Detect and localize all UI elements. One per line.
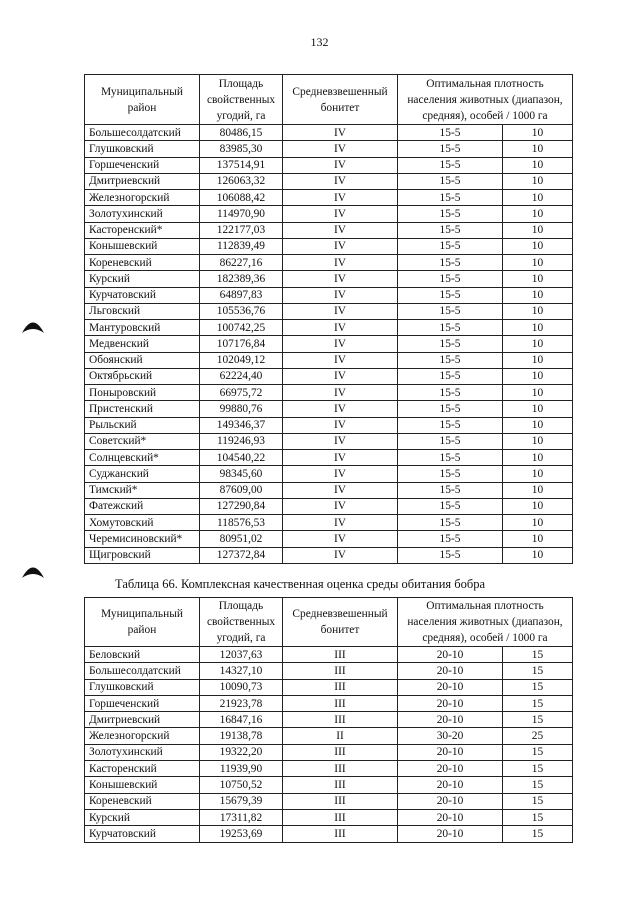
cell-density-average: 15 [503,761,573,777]
cell-density-range: 15-5 [398,271,503,287]
cell-density-range: 20-10 [398,761,503,777]
habitat-table-1 [84,74,573,564]
table-row [85,125,573,141]
table-row [85,531,573,547]
cell-area: 64897,83 [200,287,283,303]
cell-district: Глушковский [85,141,200,157]
cell-district: Курчатовский [85,287,200,303]
cell-density-average: 10 [503,206,573,222]
cell-density-average: 10 [503,547,573,563]
table-caption: Таблица 66. Комплексная качественная оценка среды обитания бобра [115,577,486,591]
cell-bonitet: IV [283,498,398,514]
table-row [85,238,573,254]
cell-density-average: 10 [503,466,573,482]
cell-district: Щигровский [85,547,200,563]
cell-bonitet: IV [283,190,398,206]
table-row [85,482,573,498]
cell-density-average: 10 [503,368,573,384]
cell-district: Льговский [85,303,200,319]
cell-bonitet: IV [283,368,398,384]
cell-density-average: 10 [503,141,573,157]
cell-density-range: 15-5 [398,498,503,514]
table-row [85,777,573,793]
cell-density-average: 15 [503,809,573,825]
cell-area: 102049,12 [200,352,283,368]
cell-district: Солнцевский* [85,450,200,466]
cell-area: 83985,30 [200,141,283,157]
cell-density-average: 10 [503,287,573,303]
cell-bonitet: III [283,761,398,777]
page-number: 132 [310,35,329,49]
cell-density-range: 15-5 [398,368,503,384]
cell-bonitet: III [283,744,398,760]
table-row [85,173,573,189]
cell-district: Конышевский [85,777,200,793]
cell-density-average: 10 [503,498,573,514]
cell-district: Суджанский [85,466,200,482]
cell-bonitet: IV [283,482,398,498]
cell-density-average: 10 [503,320,573,336]
cell-district: Касторенский [85,761,200,777]
cell-density-average: 10 [503,401,573,417]
cell-district: Большесолдатский [85,125,200,141]
cell-bonitet: IV [283,303,398,319]
cell-bonitet: IV [283,141,398,157]
cell-density-average: 10 [503,173,573,189]
header-density: Оптимальная плотность населения животных (диапазон, средняя), особей / 1000 га [398,598,573,647]
cell-area: 87609,00 [200,482,283,498]
cell-density-range: 15-5 [398,417,503,433]
table-body [85,125,573,564]
cell-density-range: 15-5 [398,515,503,531]
cell-area: 86227,16 [200,255,283,271]
cell-density-range: 15-5 [398,238,503,254]
cell-area: 105536,76 [200,303,283,319]
cell-density-average: 10 [503,352,573,368]
table-row [85,352,573,368]
table-row [85,190,573,206]
cell-density-range: 15-5 [398,190,503,206]
cell-density-average: 10 [503,531,573,547]
cell-area: 112839,49 [200,238,283,254]
cell-area: 62224,40 [200,368,283,384]
cell-area: 19138,78 [200,728,283,744]
cell-density-range: 20-10 [398,793,503,809]
cell-area: 16847,16 [200,712,283,728]
cell-bonitet: IV [283,125,398,141]
cell-density-range: 15-5 [398,336,503,352]
cell-density-average: 15 [503,777,573,793]
cell-density-range: 20-10 [398,777,503,793]
cell-area: 15679,39 [200,793,283,809]
cell-density-range: 15-5 [398,157,503,173]
header-area: Площадь свойственных угодий, га [200,598,283,647]
cell-district: Курский [85,809,200,825]
cell-area: 80951,02 [200,531,283,547]
cell-district: Конышевский [85,238,200,254]
cell-bonitet: III [283,679,398,695]
table-row [85,761,573,777]
cell-district: Кореневский [85,793,200,809]
cell-area: 80486,15 [200,125,283,141]
cell-district: Поныровский [85,385,200,401]
cell-district: Мантуровский [85,320,200,336]
table-row [85,417,573,433]
binder-hole-icon [21,318,45,334]
header-area: Площадь свойственных угодий, га [200,75,283,125]
cell-district: Обоянский [85,352,200,368]
cell-district: Пристенский [85,401,200,417]
header-district: Муниципальный район [85,75,200,125]
cell-bonitet: IV [283,433,398,449]
cell-area: 126063,32 [200,173,283,189]
cell-bonitet: III [283,695,398,711]
table-row [85,271,573,287]
cell-density-range: 15-5 [398,173,503,189]
cell-area: 137514,91 [200,157,283,173]
cell-bonitet: II [283,728,398,744]
cell-density-average: 10 [503,125,573,141]
cell-area: 10750,52 [200,777,283,793]
table-row [85,712,573,728]
cell-district: Хомутовский [85,515,200,531]
cell-area: 66975,72 [200,385,283,401]
cell-area: 122177,03 [200,222,283,238]
cell-density-range: 15-5 [398,303,503,319]
table-row [85,141,573,157]
table-row [85,206,573,222]
cell-bonitet: IV [283,401,398,417]
cell-density-range: 15-5 [398,547,503,563]
cell-bonitet: IV [283,173,398,189]
cell-district: Кореневский [85,255,200,271]
cell-density-average: 10 [503,450,573,466]
habitat-table-beaver [84,597,573,843]
cell-density-range: 20-10 [398,679,503,695]
table-row [85,255,573,271]
cell-district: Курский [85,271,200,287]
table-row [85,793,573,809]
table-row [85,515,573,531]
cell-area: 98345,60 [200,466,283,482]
cell-bonitet: III [283,777,398,793]
table-row [85,809,573,825]
cell-district: Глушковский [85,679,200,695]
cell-density-range: 20-10 [398,809,503,825]
cell-district: Железногорский [85,190,200,206]
cell-density-average: 15 [503,744,573,760]
cell-density-range: 15-5 [398,352,503,368]
table-row [85,695,573,711]
cell-density-average: 10 [503,336,573,352]
cell-district: Золотухинский [85,206,200,222]
table-body [85,647,573,843]
cell-density-average: 10 [503,433,573,449]
table-row [85,547,573,563]
cell-density-range: 15-5 [398,287,503,303]
table-row [85,466,573,482]
cell-density-range: 20-10 [398,647,503,663]
table-row [85,450,573,466]
cell-area: 11939,90 [200,761,283,777]
cell-bonitet: III [283,826,398,842]
table-row [85,498,573,514]
cell-density-average: 10 [503,157,573,173]
table-row [85,303,573,319]
table-row [85,287,573,303]
cell-bonitet: IV [283,466,398,482]
cell-density-average: 15 [503,663,573,679]
table-row [85,433,573,449]
cell-density-range: 30-20 [398,728,503,744]
cell-bonitet: IV [283,255,398,271]
cell-area: 127290,84 [200,498,283,514]
cell-bonitet: IV [283,222,398,238]
cell-bonitet: IV [283,385,398,401]
cell-density-range: 20-10 [398,695,503,711]
cell-bonitet: IV [283,336,398,352]
cell-density-average: 10 [503,417,573,433]
cell-density-range: 15-5 [398,320,503,336]
table-row [85,385,573,401]
cell-bonitet: III [283,663,398,679]
cell-density-average: 25 [503,728,573,744]
cell-bonitet: IV [283,320,398,336]
cell-area: 106088,42 [200,190,283,206]
cell-area: 127372,84 [200,547,283,563]
cell-area: 14327,10 [200,663,283,679]
cell-density-range: 15-5 [398,466,503,482]
cell-density-average: 15 [503,712,573,728]
cell-density-average: 10 [503,238,573,254]
cell-density-average: 15 [503,695,573,711]
cell-density-range: 15-5 [398,450,503,466]
cell-district: Горшеченский [85,695,200,711]
cell-density-range: 20-10 [398,826,503,842]
cell-bonitet: IV [283,271,398,287]
cell-bonitet: IV [283,417,398,433]
cell-district: Дмитриевский [85,712,200,728]
table-header-row [85,75,573,125]
cell-area: 119246,93 [200,433,283,449]
cell-density-average: 15 [503,793,573,809]
cell-district: Железногорский [85,728,200,744]
cell-area: 19322,20 [200,744,283,760]
cell-density-range: 15-5 [398,531,503,547]
cell-district: Рыльский [85,417,200,433]
cell-bonitet: IV [283,238,398,254]
table-row [85,320,573,336]
cell-area: 10090,73 [200,679,283,695]
cell-area: 114970,90 [200,206,283,222]
header-density: Оптимальная плотность населения животных (диапазон, средняя), особей / 1000 га [398,75,573,125]
table-row [85,336,573,352]
binder-hole-icon [21,563,45,579]
table-row [85,368,573,384]
cell-density-range: 15-5 [398,222,503,238]
cell-bonitet: IV [283,157,398,173]
table-row [85,647,573,663]
cell-density-average: 10 [503,385,573,401]
cell-bonitet: III [283,712,398,728]
cell-district: Дмитриевский [85,173,200,189]
cell-density-average: 10 [503,190,573,206]
cell-density-range: 15-5 [398,141,503,157]
cell-density-average: 15 [503,679,573,695]
cell-district: Тимский* [85,482,200,498]
cell-density-range: 20-10 [398,663,503,679]
cell-area: 19253,69 [200,826,283,842]
cell-density-average: 15 [503,826,573,842]
cell-bonitet: IV [283,352,398,368]
cell-district: Медвенский [85,336,200,352]
table-row [85,679,573,695]
header-bonitet: Средневзвешенный бонитет [283,75,398,125]
cell-density-average: 10 [503,482,573,498]
cell-area: 118576,53 [200,515,283,531]
cell-bonitet: III [283,793,398,809]
cell-district: Беловский [85,647,200,663]
cell-area: 107176,84 [200,336,283,352]
cell-bonitet: IV [283,547,398,563]
cell-bonitet: III [283,647,398,663]
cell-bonitet: IV [283,450,398,466]
cell-density-average: 10 [503,303,573,319]
cell-density-range: 20-10 [398,712,503,728]
cell-district: Касторенский* [85,222,200,238]
cell-area: 104540,22 [200,450,283,466]
table-header-row [85,598,573,647]
table-row [85,744,573,760]
cell-density-average: 15 [503,647,573,663]
cell-district: Горшеченский [85,157,200,173]
table-row [85,401,573,417]
cell-district: Золотухинский [85,744,200,760]
cell-bonitet: IV [283,287,398,303]
cell-district: Большесолдатский [85,663,200,679]
table-row [85,663,573,679]
cell-area: 17311,82 [200,809,283,825]
cell-density-range: 15-5 [398,125,503,141]
cell-bonitet: III [283,809,398,825]
cell-density-range: 15-5 [398,401,503,417]
cell-area: 182389,36 [200,271,283,287]
header-district: Муниципальный район [85,598,200,647]
cell-bonitet: IV [283,206,398,222]
table-row [85,222,573,238]
cell-density-range: 15-5 [398,206,503,222]
cell-density-average: 10 [503,271,573,287]
cell-density-range: 15-5 [398,385,503,401]
cell-density-range: 15-5 [398,482,503,498]
cell-area: 149346,37 [200,417,283,433]
cell-district: Октябрьский [85,368,200,384]
table-row [85,728,573,744]
cell-bonitet: IV [283,531,398,547]
cell-density-average: 10 [503,255,573,271]
cell-area: 99880,76 [200,401,283,417]
cell-district: Фатежский [85,498,200,514]
cell-density-range: 20-10 [398,744,503,760]
cell-district: Советский* [85,433,200,449]
cell-density-average: 10 [503,515,573,531]
cell-area: 100742,25 [200,320,283,336]
cell-area: 12037,63 [200,647,283,663]
cell-bonitet: IV [283,515,398,531]
header-bonitet: Средневзвешенный бонитет [283,598,398,647]
cell-area: 21923,78 [200,695,283,711]
table-row [85,826,573,842]
cell-district: Черемисиновский* [85,531,200,547]
cell-density-range: 15-5 [398,433,503,449]
cell-district: Курчатовский [85,826,200,842]
table-row [85,157,573,173]
cell-density-average: 10 [503,222,573,238]
cell-density-range: 15-5 [398,255,503,271]
